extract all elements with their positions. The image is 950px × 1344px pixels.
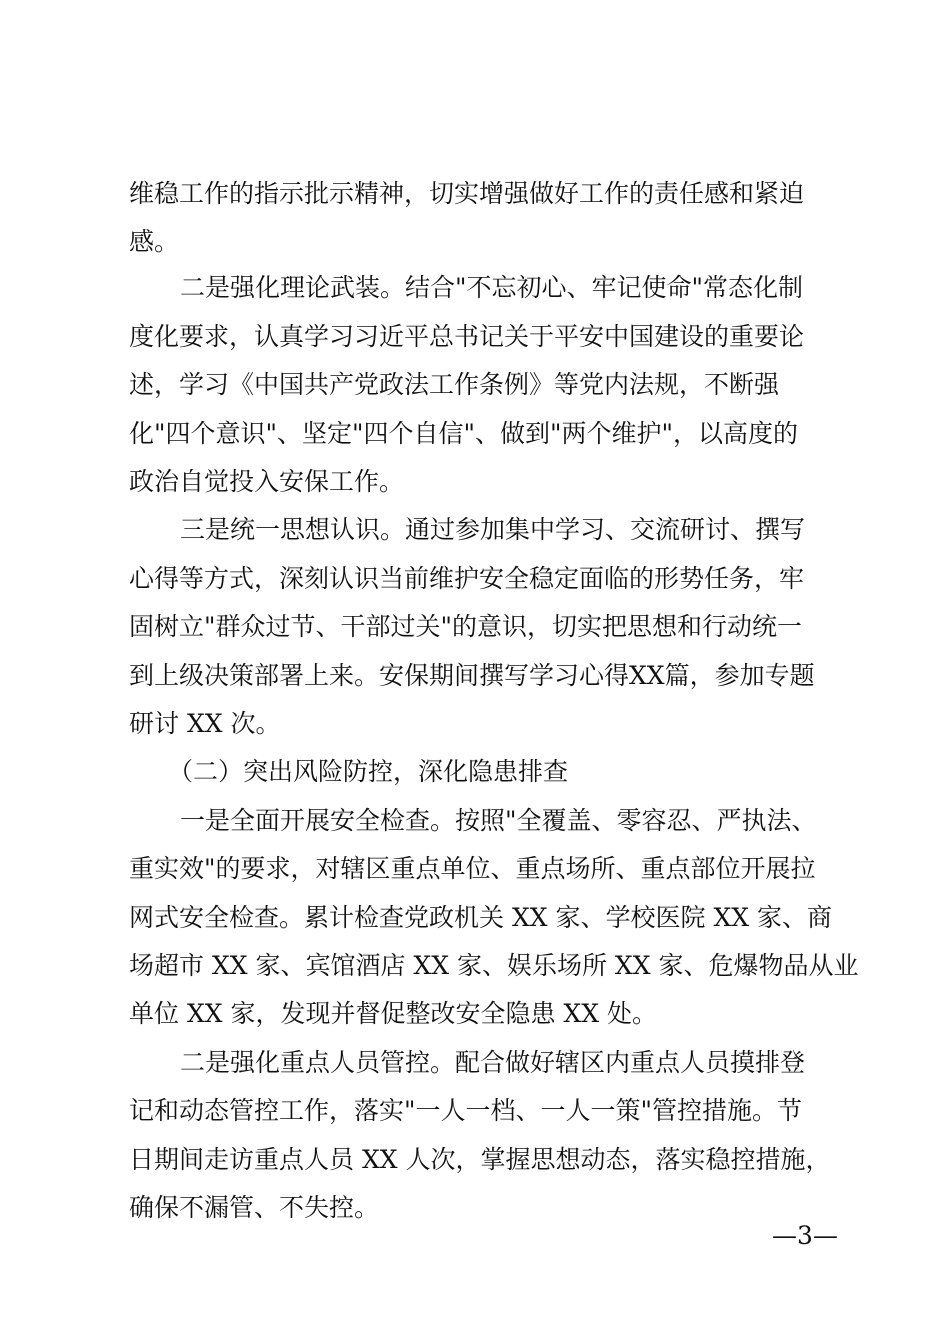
line-6: 化"四个意识"、坚定"四个自信"、做到"两个维护"，以高度的: [129, 419, 798, 448]
line-14: 一是全面开展安全检查。按照"全覆盖、零容忍、严执法、: [180, 806, 817, 835]
line-2: 感。: [129, 227, 180, 256]
page-number: —3—: [772, 1221, 838, 1250]
line-1: 维稳工作的指示批示精神，切实增强做好工作的责任感和紧迫: [129, 179, 805, 208]
line-11: 到上级决策部署上来。安保期间撰写学习心得XX篇，参加专题: [129, 661, 815, 690]
line-15: 重实效"的要求，对辖区重点单位、重点场所、重点部位开展拉: [129, 854, 816, 883]
line-10: 固树立"群众过节、干部过关"的意识，切实把思想和行动统一: [129, 612, 803, 641]
line-8: 三是统一思想认识。通过参加集中学习、交流研讨、撰写: [180, 515, 806, 544]
line-3: 二是强化理论武装。结合"不忘初心、牢记使命"常态化制: [180, 273, 804, 302]
line-20: 记和动态管控工作，落实"一人一档、一人一策"管控措施。节: [129, 1096, 803, 1125]
line-19: 二是强化重点人员管控。配合做好辖区内重点人员摸排登: [180, 1048, 806, 1077]
section-heading: （二）突出风险防控，深化隐患排查: [168, 757, 569, 786]
line-22: 确保不漏管、不失控。: [129, 1193, 380, 1222]
line-7: 政治自觉投入安保工作。: [129, 467, 405, 496]
line-12: 研讨 XX 次。: [129, 709, 281, 738]
line-18: 单位 XX 家，发现并督促整改安全隐患 XX 处。: [129, 999, 657, 1028]
line-4: 度化要求，认真学习习近平总书记关于平安中国建设的重要论: [129, 322, 805, 351]
line-5: 述，学习《中国共产党政法工作条例》等党内法规，不断强: [129, 370, 780, 399]
line-16: 网式安全检查。累计检查党政机关 XX 家、学校医院 XX 家、商: [129, 903, 832, 932]
line-17: 场超市 XX 家、宾馆酒店 XX 家、娱乐场所 XX 家、危爆物品从业: [129, 951, 859, 980]
line-9: 心得等方式，深刻认识当前维护安全稳定面临的形势任务，牢: [129, 564, 805, 593]
line-21: 日期间走访重点人员 XX 人次，掌握思想动态，落实稳控措施，: [129, 1145, 831, 1174]
